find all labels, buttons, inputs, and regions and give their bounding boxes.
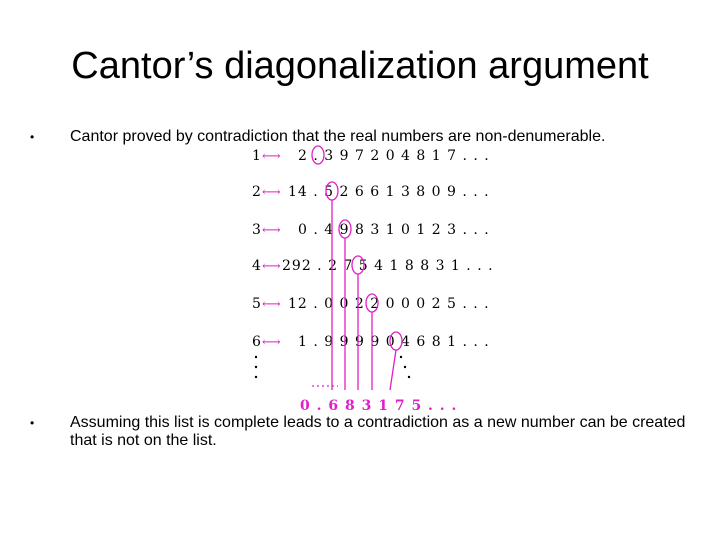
row-index: 4 bbox=[252, 258, 261, 274]
slide-title: Cantor’s diagonalization argument bbox=[71, 45, 649, 87]
row-number: 2 . 3 9 7 2 0 4 8 1 7 . . . bbox=[298, 148, 490, 164]
bullet-marker: • bbox=[30, 130, 35, 144]
mapping-arrow: ⟷ bbox=[262, 223, 281, 238]
mapping-arrow: ⟷ bbox=[262, 149, 281, 164]
row-index: 3 bbox=[252, 222, 261, 238]
vertical-ellipsis bbox=[255, 356, 257, 378]
mapping-arrow: ⟷ bbox=[262, 185, 281, 200]
diagonal-circles bbox=[312, 146, 402, 350]
mapping-arrow: ⟷ bbox=[262, 259, 281, 274]
mapping-arrow: ⟷ bbox=[262, 335, 281, 350]
bullet-1-text: Cantor proved by contradiction that the real numbers are non-denumerable. bbox=[70, 128, 606, 145]
row-index: 5 bbox=[252, 296, 261, 312]
row-number: 292 . 2 7 5 4 1 8 8 3 1 . . . bbox=[282, 258, 494, 274]
row-number: 14 . 5 2 6 6 1 3 8 0 9 . . . bbox=[288, 184, 490, 200]
row-number: 12 . 0 0 2 2 0 0 0 2 5 . . . bbox=[288, 296, 490, 312]
row-index: 2 bbox=[252, 184, 261, 200]
row-index: 1 bbox=[252, 148, 261, 164]
row-number: 1 . 9 9 9 9 0 4 6 8 1 . . . bbox=[298, 334, 490, 350]
row-number: 0 . 4 9 8 3 1 0 1 2 3 . . . bbox=[298, 222, 490, 238]
row-index: 6 bbox=[252, 334, 261, 350]
mapping-arrow: ⟷ bbox=[262, 297, 281, 312]
bullet-marker: • bbox=[30, 416, 35, 430]
diagonal-ellipsis bbox=[400, 356, 410, 378]
diagonal-result: 0 . 6 8 3 1 7 5 . . . bbox=[300, 398, 458, 414]
bullet-2-text: Assuming this list is complete leads to a contradiction as a new number can be created that is not on the list. bbox=[70, 414, 686, 449]
